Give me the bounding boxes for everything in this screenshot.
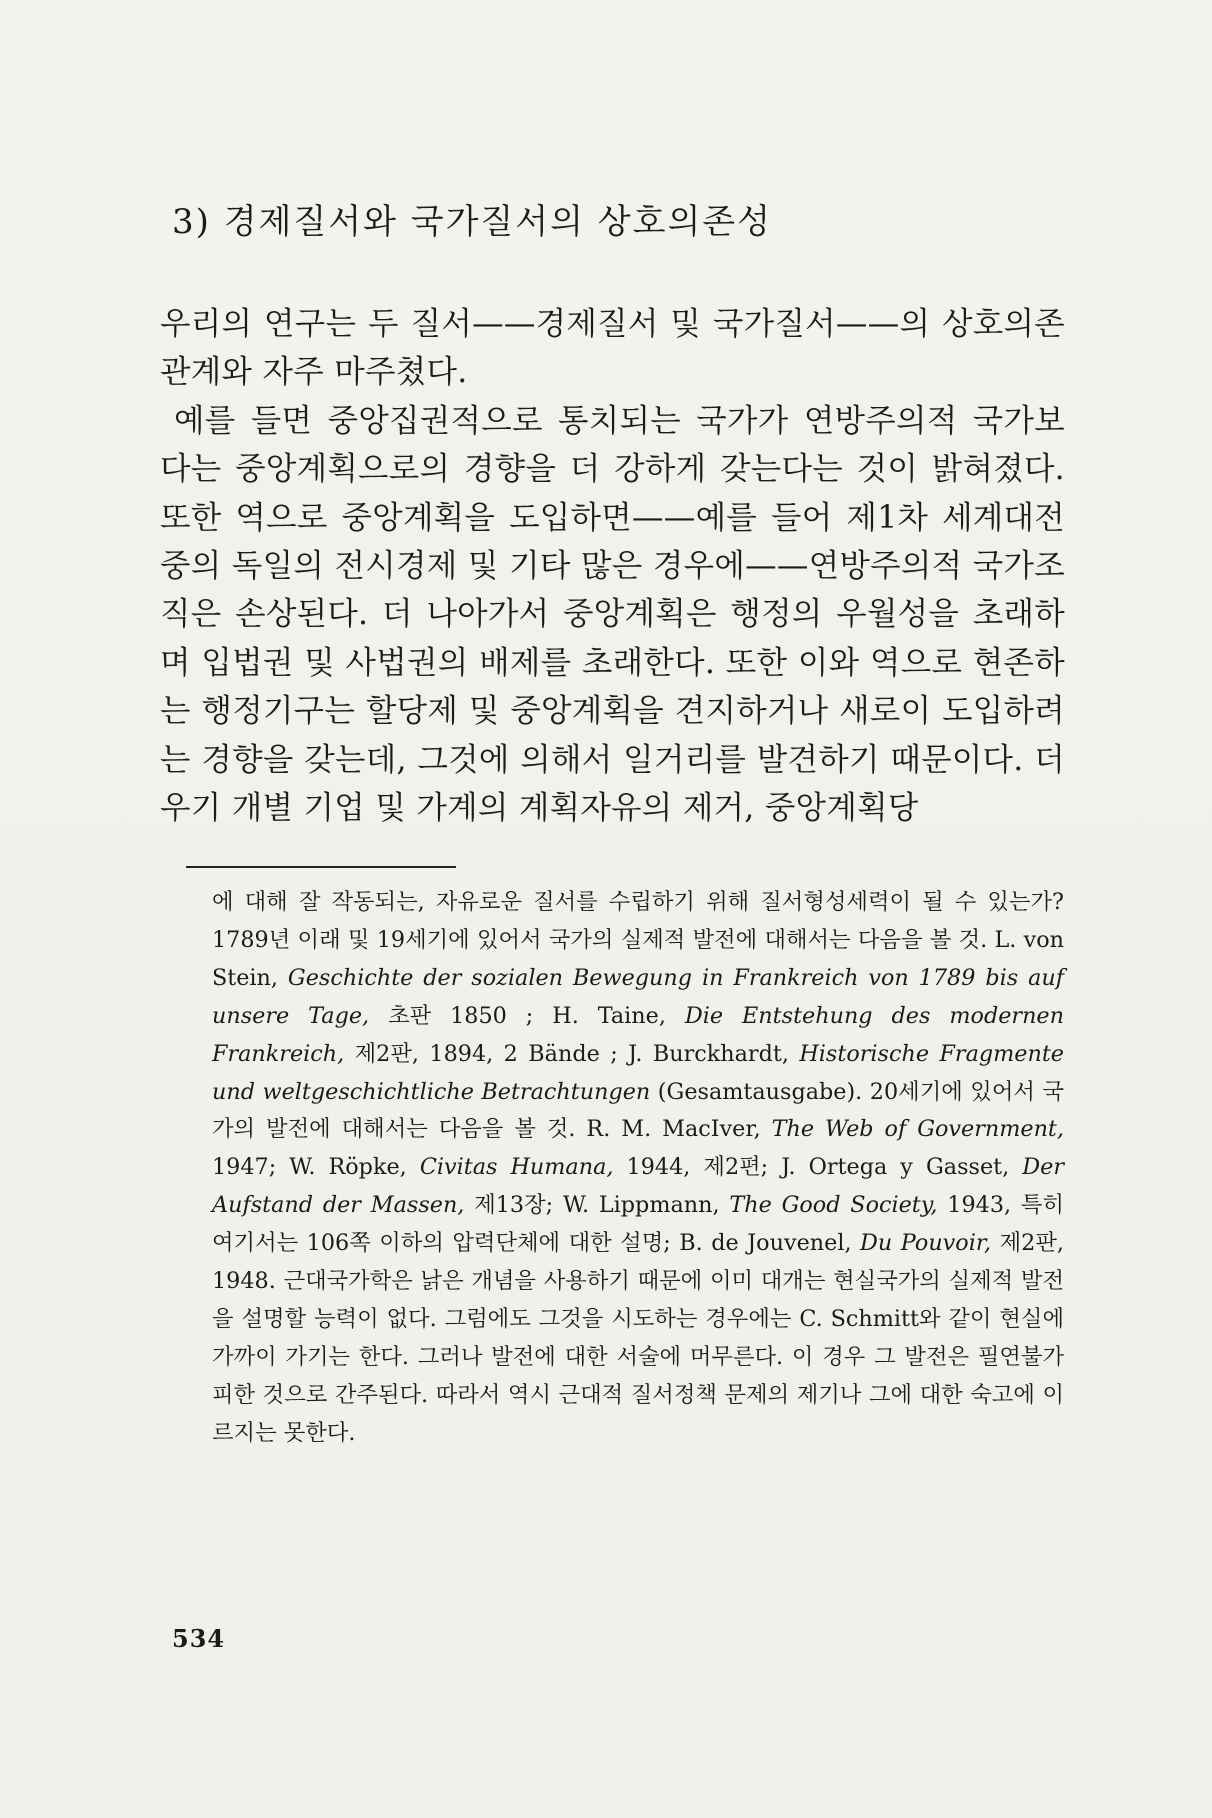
footnote-title: The Good Society, <box>729 1192 938 1219</box>
footnote-text: 초판 1850 ; H. Taine, <box>369 1002 685 1029</box>
footnote-text: 1943, 특히 여기서는 106쪽 이하의 압력단체에 대한 설명; B. de Jouvenel, <box>212 1192 1064 1257</box>
footnote-title: The Web of Government, <box>771 1116 1064 1143</box>
footnote-title: Der Aufstand der Massen, <box>212 1154 1064 1219</box>
footnote-text: (Gesamtausgabe). 20세기에 있어서 국가의 발전에 대해서는 다음을 볼 것. R. M. MacIver, <box>212 1078 1064 1143</box>
footnote-paragraph <box>212 884 1064 1453</box>
body-paragraph: 우리의 연구는 두 질서——경제질서 및 국가질서——의 상호의존관계와 자주 마주쳤다. <box>160 306 1065 391</box>
body-paragraph: 예를 들면 중앙집권적으로 통치되는 국가가 연방주의적 국가보다는 중앙계획으로의 경향을 더 강하게 갖는다는 것이 밝혀졌다. 또한 역으로 중앙계획을 도입하면——예를 들어 제1차 세계대전중의 독일의 전시경제 및 기타 많은 경우에——연방주의적 국가조직은 손상된다. 더 나아가서 중앙계획은 행정의 우월성을 초래하며 입법권 및 사법권의 배제를 초래한다. 또한 이와 역으로 현존하는 행정기구는 할당제 및 중앙계획을 견지하거나 새로이 도입하려는 경향을 갖는데, 그것에 의해서 일거리를 발견하기 때문이다. 더우기 개별 기업 및 가계의 계획자유의 제거, 중앙계획당 <box>160 402 1065 827</box>
footnote-text: 1947; W. Röpke, <box>212 1154 420 1181</box>
body-text <box>160 300 1065 832</box>
footnote-title: Geschichte der sozialen Bewegung in Frankreich von 1789 bis auf unsere Tage, <box>212 964 1064 1029</box>
footnote-text: 제2판, 1894, 2 Bände ; J. Burckhardt, <box>344 1040 800 1067</box>
footnote-title: Du Pouvoir, <box>860 1230 992 1257</box>
footnote-text: 에 대해 잘 작동되는, 자유로운 질서를 수립하기 위해 질서형성세력이 될 수 있는가? 1789년 이래 및 19세기에 있어서 국가의 실제적 발전에 대해서는 다음을 볼 것. L. von Stein, <box>212 889 1064 991</box>
footnote-divider <box>186 866 456 868</box>
footnote-text: 제2판, 1948. 근대국가학은 낡은 개념을 사용하기 때문에 이미 대개는 현실국가의 실제적 발전을 설명할 능력이 없다. 그럼에도 그것을 시도하는 경우에는 C. Schmitt와 같이 현실에 가까이 가기는 한다. 그러나 발전에 대한 서술에 머무른다. 이 경우 그 발전은 필연불가피한 것으로 간주된다. 따라서 역시 근대적 질서정책 문제의 제기나 그에 대한 숙고에 이르지는 못한다. <box>212 1230 1064 1446</box>
footnote-title: Die Entstehung des modernen Frankreich, <box>212 1002 1064 1067</box>
section-heading: 3) 경제질서와 국가질서의 상호의존성 <box>172 202 772 242</box>
footnote-text: 1944, 제2편; J. Ortega y Gasset, <box>613 1154 1023 1181</box>
footnote <box>212 884 1064 1453</box>
footnote-text: 제13장; W. Lippmann, <box>464 1192 730 1219</box>
footnote-title: Civitas Humana, <box>419 1154 614 1181</box>
footnote-title: Historische Fragmente und weltgeschichtliche Betrachtungen <box>212 1040 1064 1105</box>
page-number: 534 <box>172 1624 226 1653</box>
